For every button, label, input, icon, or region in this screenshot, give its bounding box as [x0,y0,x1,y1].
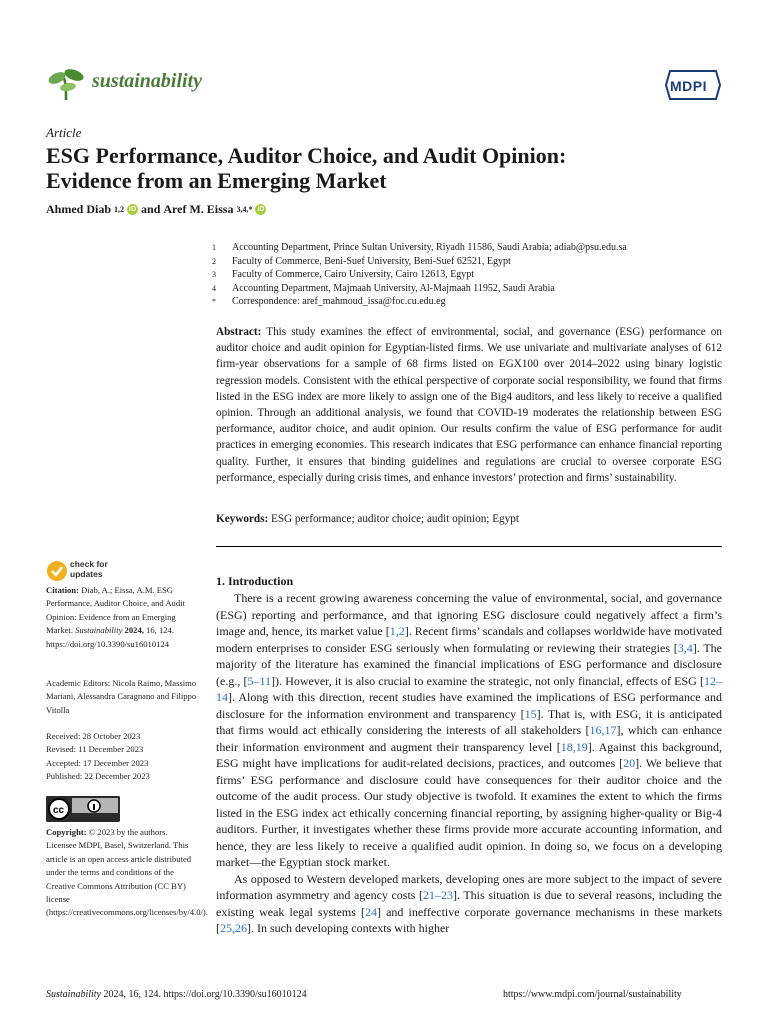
orcid-icon[interactable]: iD [129,206,137,213]
paragraph-text: There is a recent growing awareness concerning the value of environmental, social, and governance (ESG) reporting and performance, and that ignoring ESG disclosure could negatively affect a firm’s image and, hence, its market value [ [216,591,722,638]
cc-by-license-icon[interactable] [46,796,120,822]
paragraph-text: As opposed to Western developed markets, developing ones are more subject to the impact of severe information asymmetry and agency costs [ [216,871,722,902]
check-for-updates-icon[interactable] [46,560,68,582]
citation-link[interactable]: 21–23 [423,888,454,902]
paragraph-text: ]. Recent firms’ scandals and collapses worldwide have motivated modern enterprises to consider ESG seriously when formulating or reviewing their strategies [ [216,624,722,655]
citation-link[interactable]: 1,2 [389,624,405,638]
paragraph-text: ]. In such developing contexts with higher [247,921,450,935]
copyright: Copyright: © 2023 by the authors. Licensee MDPI, Basel, Switzerland. This article is an open access article distributed under the terms and conditions of the Creative Commons Attribution (CC BY) license (https://creativecommons.org/licenses/by/4.0/). [46,827,208,918]
paragraph-1 [216,590,722,871]
citation-link[interactable]: 25,26 [220,921,247,935]
citation-link[interactable]: 15 [524,706,537,721]
orcid-icon[interactable]: iD [257,206,265,213]
paragraph-text: ]. The majority of the literature has examined the financial implications of ESG performance and disclosure (e.g., [ [216,640,722,688]
check-for-updates-link[interactable]: check for updates [70,559,108,579]
author-2-affil: 3,4,* [236,205,253,214]
abstract-label: Abstract: [216,326,262,338]
paragraph-text: ]. Along with this direction, recent studies have examined the implications of ESG performance and disclosure for the information environment and transparency [ [216,690,722,721]
affiliations [212,241,732,309]
citation-link[interactable]: 16,17 [589,723,617,737]
section-heading: 1. Introduction [216,574,294,588]
affiliation-item: 3 Faculty of Commerce, Cairo University, Cairo 12613, Egypt [212,269,475,281]
paragraph-text: ]. That is, with ESG, it is anticipated that firms would act ethically considering the interests of all stakeholders [ [216,706,722,737]
paragraph-2 [216,871,722,937]
footer-url[interactable]: https://www.mdpi.com/journal/sustainability [503,989,682,1000]
citation-link[interactable]: 3,4 [677,640,693,655]
citation-link[interactable]: 24 [365,904,377,919]
accepted-date: Accepted: 17 December 2023 [46,757,149,768]
authors [46,202,266,217]
paragraph-text: ]. Against this background, ESG might have implications for audit-related decisions, practices, and outcomes [ [216,739,722,770]
title-line-2: Evidence from an Emerging Market [46,168,387,193]
author-conjunction: and [141,202,161,216]
correspondence: * Correspondence: aref_mahmoud_issa@foc.cu.edu.eg [212,296,446,308]
paragraph-text: ]. This situation is due to several reasons, including the existing weak legal systems [ [216,888,722,919]
citation-link[interactable]: 5–11 [247,673,272,688]
published-date: Published: 22 December 2023 [46,771,150,782]
article-type: Article [46,125,82,140]
introduction-body [216,590,722,937]
divider [216,546,722,547]
paragraph-text: ], which can enhance their information environment and augment their transparency level [ [216,723,723,754]
footer-citation: Sustainability 2024, 16, 124. https://doi.org/10.3390/su16010124 [46,989,307,1000]
publication-dates [46,730,198,784]
citation-link[interactable]: 18,19 [560,739,588,754]
article-title [46,143,726,193]
keywords-text: ESG performance; auditor choice; audit opinion; Egypt [271,513,519,525]
publisher-name: MDPI [670,78,707,94]
affiliation-item: 2 Faculty of Commerce, Beni-Suef University, Beni-Suef 62521, Egypt [212,255,511,267]
academic-editors: Academic Editors: Nicola Raimo, Massimo Mariani, Alessandra Caragnano and Filippo Vitolla [46,678,197,715]
journal-name: sustainability [92,70,203,92]
keywords-label: Keywords: [216,513,269,525]
paragraph-text: ]). However, it is also crucial to examine the strategic, not only financial, effects of ESG [ [271,673,704,688]
title-line-1: ESG Performance, Auditor Choice, and Audit Opinion: [46,143,567,168]
affiliation-item: 4 Accounting Department, Majmaah University, Al-Majmaah 11952, Saudi Arabia [212,282,555,294]
author-1-affil: 1,2 [114,205,125,214]
abstract [216,324,722,486]
keywords [216,513,722,525]
sustainability-logo-icon [46,62,86,102]
author-2[interactable]: Aref M. Eissa [163,202,234,216]
citation-link[interactable]: 12–14 [216,673,722,704]
affiliation-item: 1 Accounting Department, Prince Sultan University, Riyadh 11586, Saudi Arabia; adiab@psu.edu.sa [212,242,627,253]
citation: Citation: Diab, A.; Eissa, A.M. ESG Performance, Auditor Choice, and Audit Opinion: Evidence from an Emerging Market. Sustainability 2024, 16, 124. https://doi.org/10.3390/su16010124 [46,585,185,649]
citation-link[interactable]: 20 [623,756,636,770]
received-date: Received: 28 October 2023 [46,731,141,741]
paragraph-text: ]. We believe that firms’ ESG performance and disclosure could have consequences for their auditor choice and the outcome of the audit process. Our study objective is twofold. It examines the extent to which the firms listed in the ESG index act ethically concerning financial reporting, by assigning higher-quality or Big-4 auditors. Further, it investigates whether these firms provide more accurate accounting information, and hence, they are less likely to receive a qualified audit opinion. In doing so, we focus on a developing market—the Egyptian stock market. [216,756,722,869]
author-1[interactable]: Ahmed Diab [46,202,112,216]
abstract-text: This study examines the effect of environmental, social, and governance (ESG) performance on auditor choice and audit opinion for Egyptian-listed firms. We use univariate and multivariate analyses of 612 firm-year observations for a sample of 68 firms listed on EGX100 over 2014–2022 using binary logistic regression models. Consistent with the ethical perspective of corporate social responsibility, we found that firms listed in the ESG index are more likely to assign one of the Big4 auditors, and less likely to receive a qualified opinion. Through an additional analysis, we found that COVID-19 moderates the relationship between ESG performance, auditor choice, and audit opinion. Our results confirm the value of ESG performance for audit practices in emerging economies. This research indicates that ESG performance can enhance financial reporting quality. Further, it ensures that binding guidelines and regulations are crucial to oversee corporate ESG performance, especially during crisis times, and enhance investors’ protection and firms’ sustainability. [216,326,722,484]
paragraph-text: ] and ineffective corporate governance mechanisms in these markets [ [216,904,723,935]
svg-text:cc: cc [53,805,65,816]
revised-date: Revised: 11 December 2023 [46,744,144,755]
